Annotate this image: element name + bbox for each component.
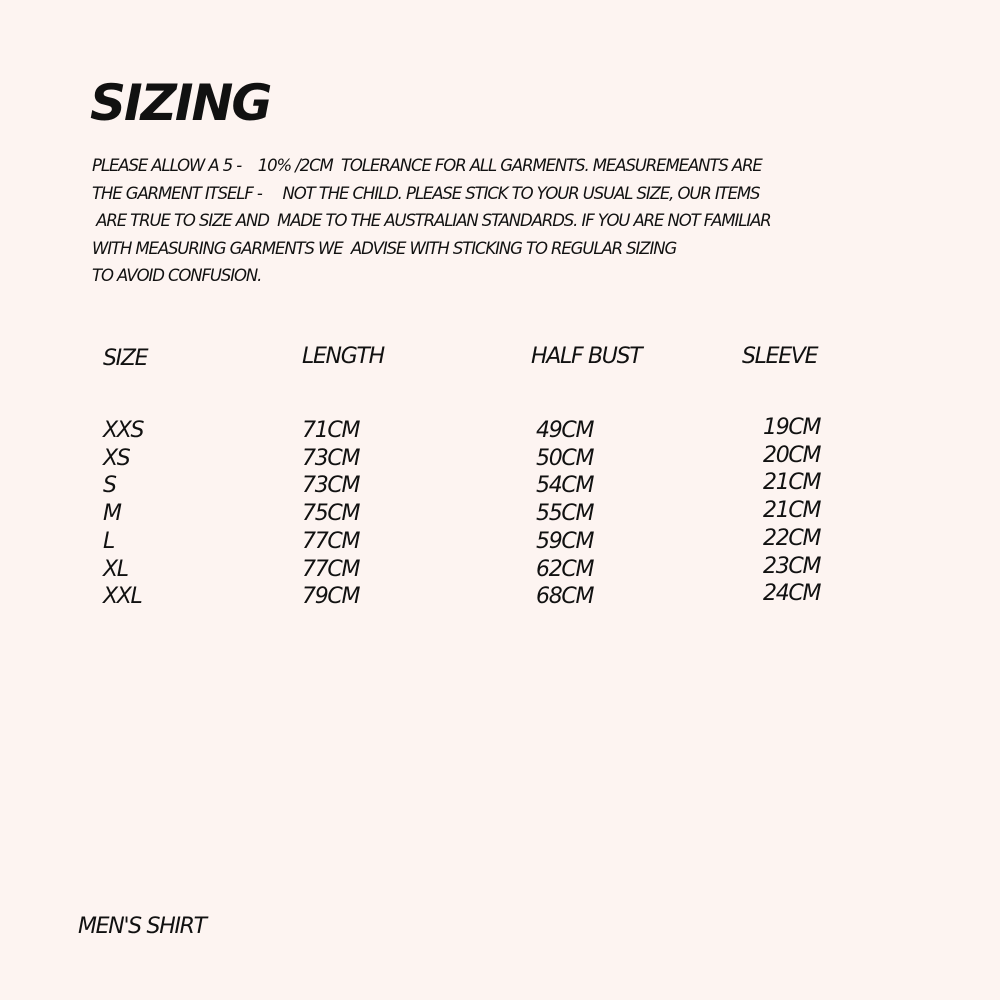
- size-cell: XXL: [103, 584, 142, 610]
- notice-line: WITH MEASURING GARMENTS WE ADVISE WITH STICKING TO REGULAR SIZING: [92, 238, 677, 258]
- length-column-header: LENGTH: [302, 344, 384, 369]
- tolerance-notice: [92, 152, 892, 290]
- sleeve-column-header: SLEEVE: [742, 344, 818, 369]
- notice-line: THE GARMENT ITSELF - NOT THE CHILD. PLEASE STICK TO YOUR USUAL SIZE, OUR ITEMS: [92, 183, 760, 203]
- half-bust-cell: 49CM: [536, 418, 594, 443]
- length-cell: 77CM: [302, 528, 360, 554]
- half-bust-cell: 55CM: [536, 501, 594, 527]
- length-cell: 79CM: [302, 584, 360, 610]
- half-bust-cell: 50CM: [536, 445, 594, 471]
- half-bust-cell: 59CM: [536, 528, 594, 554]
- size-cell: S: [103, 473, 116, 499]
- notice-line: TO AVOID CONFUSION.: [92, 266, 262, 285]
- length-cells: [302, 417, 384, 611]
- size-column: [103, 346, 147, 611]
- product-label: MEN'S SHIRT: [78, 914, 206, 939]
- half-bust-cells: [536, 417, 641, 611]
- sleeve-cell: 23CM: [763, 553, 821, 579]
- length-column: [302, 344, 384, 611]
- notice-line: ARE TRUE TO SIZE AND MADE TO THE AUSTRALIAN STANDARDS. IF YOU ARE NOT FAMILIAR: [92, 211, 771, 230]
- size-cell: XXS: [103, 418, 144, 443]
- size-cell: XS: [103, 445, 130, 471]
- size-cells: [103, 417, 147, 611]
- sleeve-column: [742, 344, 820, 608]
- half-bust-cell: 54CM: [536, 473, 594, 499]
- half-bust-column: [531, 344, 641, 611]
- sleeve-cell: 24CM: [763, 581, 821, 607]
- length-cell: 73CM: [302, 445, 360, 471]
- size-cell: M: [103, 501, 121, 527]
- half-bust-column-header: HALF BUST: [531, 344, 642, 369]
- half-bust-cell: 68CM: [536, 584, 594, 610]
- size-cell: L: [103, 528, 114, 554]
- sleeve-cells: [763, 414, 820, 608]
- length-cell: 73CM: [302, 473, 360, 499]
- notice-line: PLEASE ALLOW A 5 - 10% /2CM TOLERANCE FOR ALL GARMENTS. MEASUREMEANTS ARE: [92, 156, 762, 175]
- length-cell: 71CM: [302, 418, 360, 443]
- sleeve-cell: 22CM: [763, 525, 821, 551]
- size-column-header: SIZE: [103, 346, 148, 371]
- sleeve-cell: 21CM: [763, 498, 821, 524]
- sleeve-cell: 21CM: [763, 470, 821, 496]
- sleeve-cell: 19CM: [763, 415, 821, 440]
- sleeve-cell: 20CM: [763, 442, 821, 468]
- length-cell: 75CM: [302, 501, 360, 527]
- length-cell: 77CM: [302, 556, 360, 582]
- size-cell: XL: [103, 556, 128, 582]
- page-title: SIZING: [90, 74, 271, 132]
- half-bust-cell: 62CM: [536, 556, 594, 582]
